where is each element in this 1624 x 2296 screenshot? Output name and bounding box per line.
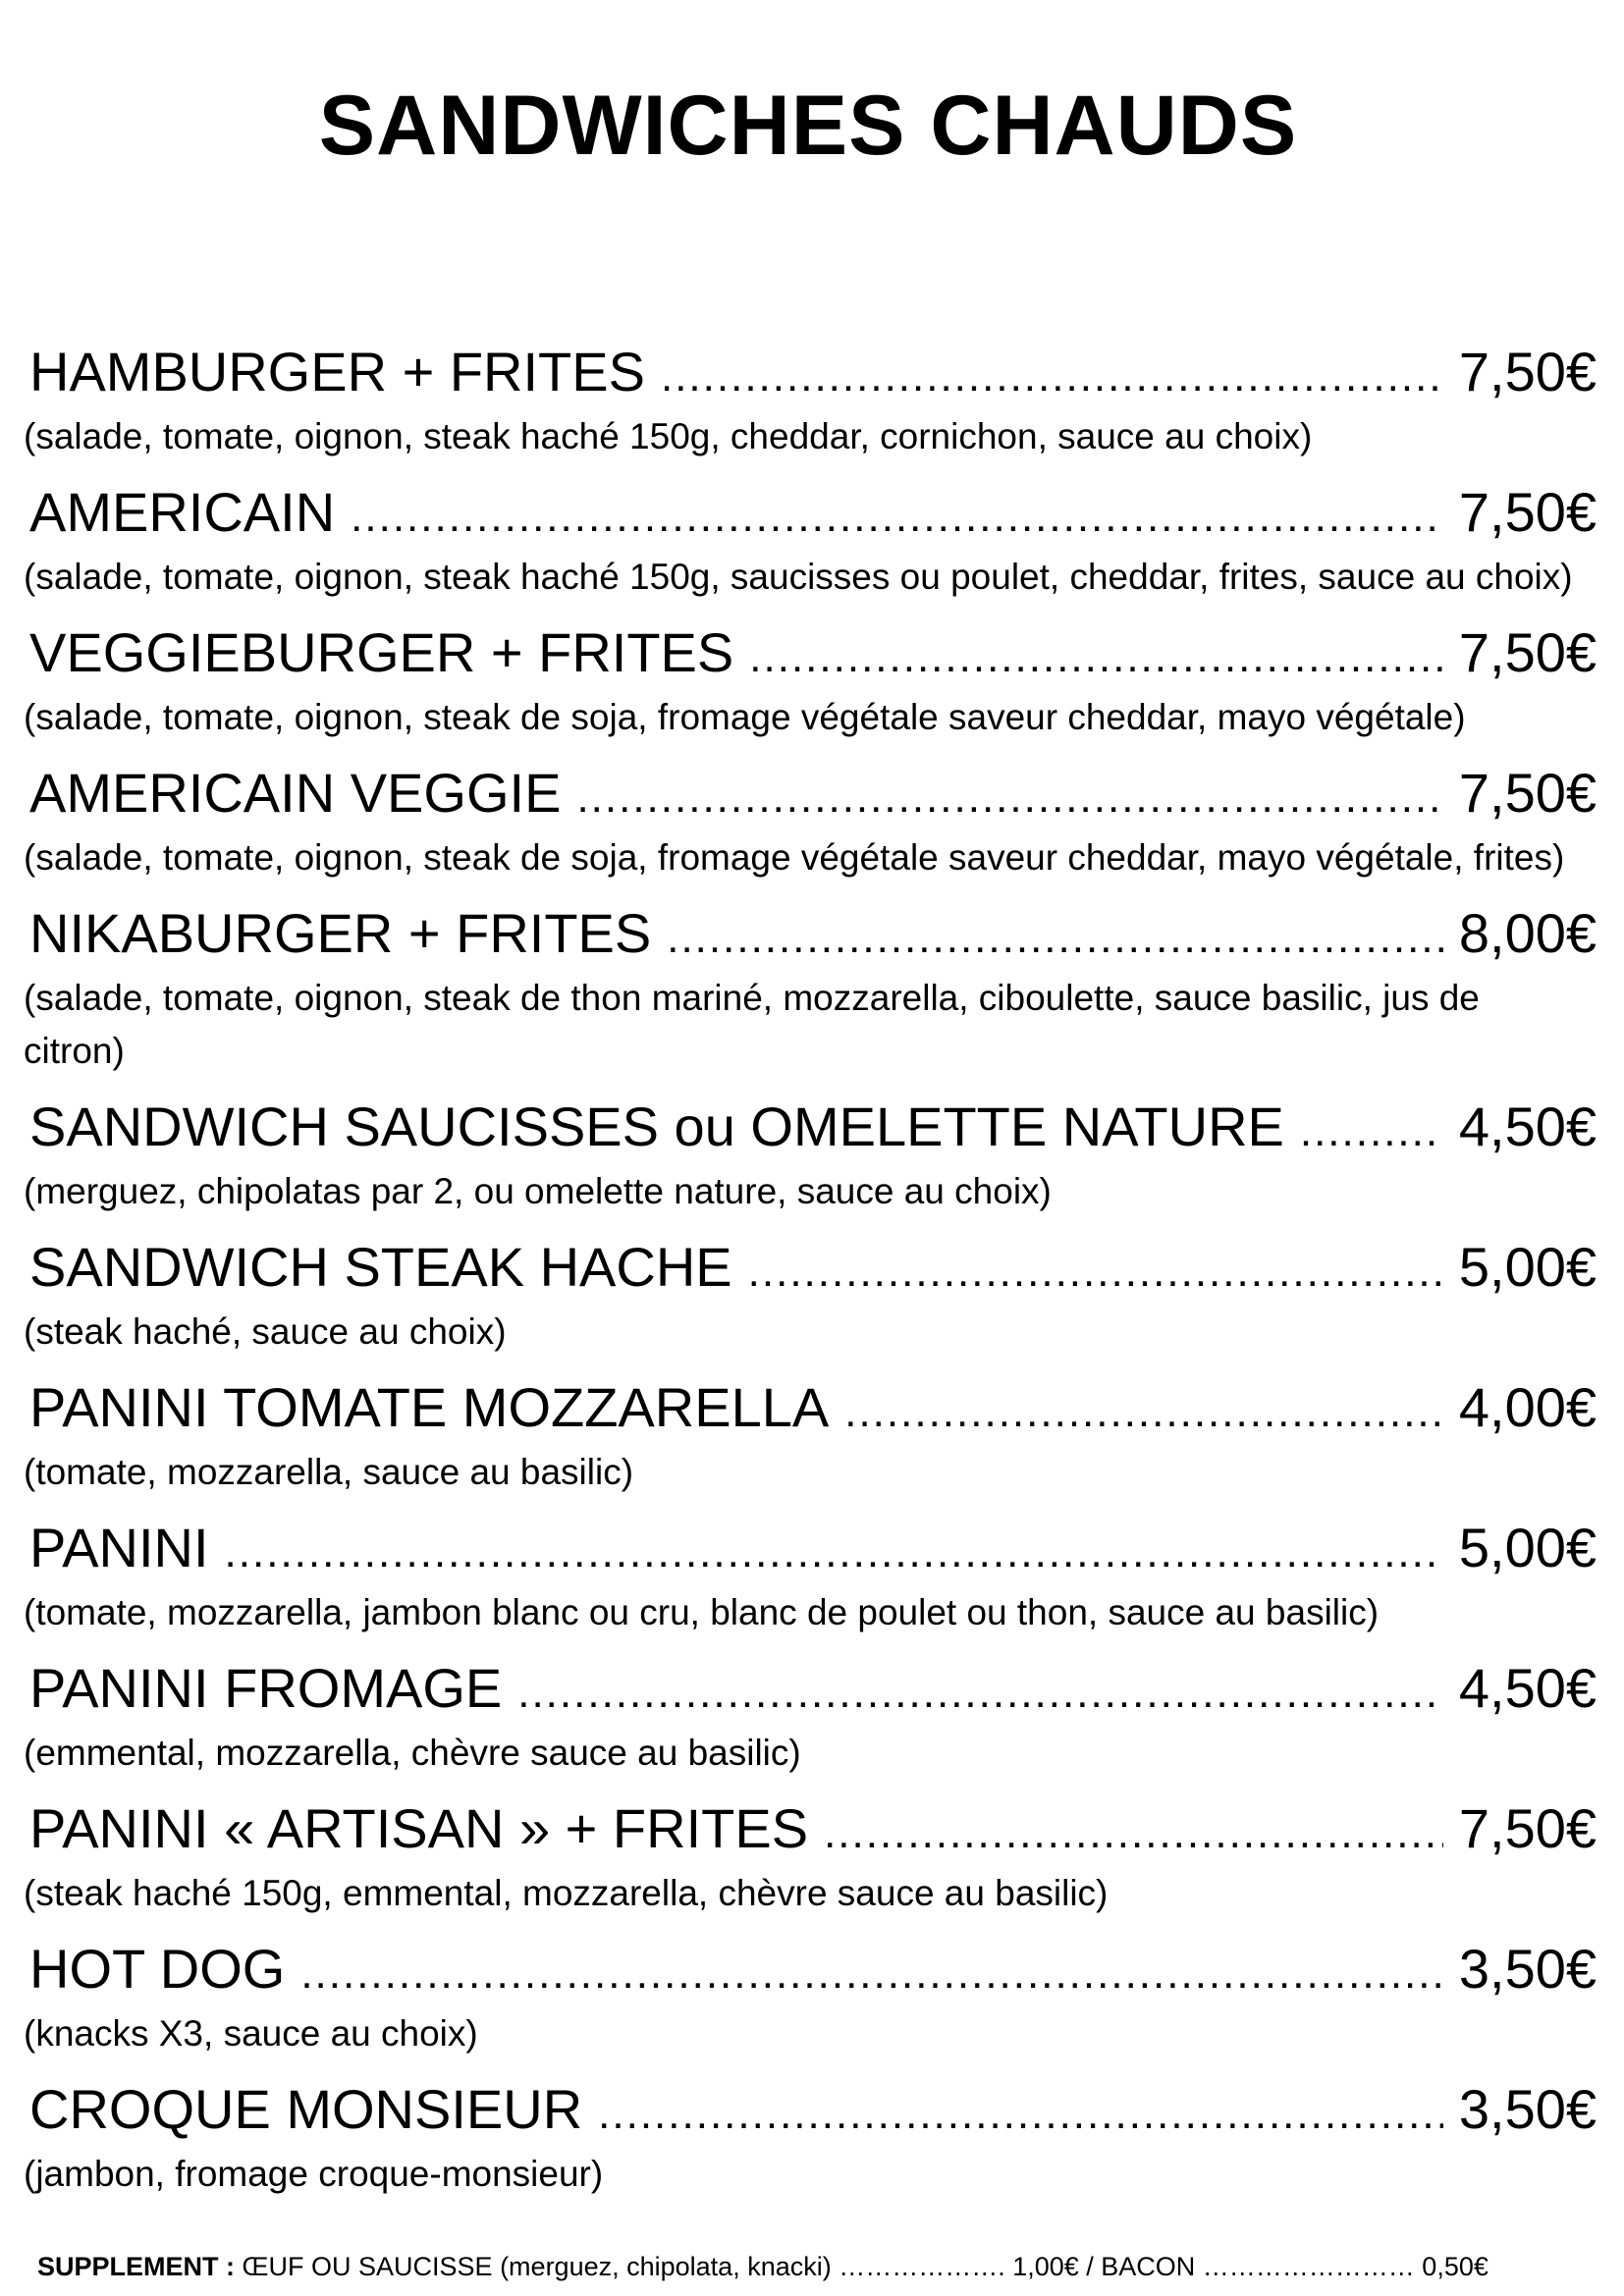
- menu-item-line: [20, 479, 1597, 551]
- menu-item-line: [20, 619, 1597, 691]
- menu-item-line: [20, 1936, 1597, 2007]
- menu-item: [20, 760, 1597, 884]
- menu-item: [20, 1936, 1597, 2060]
- dot-leader: [748, 1239, 1443, 1306]
- menu-item-name: PANINI FROMAGE: [29, 1657, 503, 1719]
- menu-item-name: VEGGIEBURGER + FRITES: [29, 621, 734, 683]
- menu-item-description: (salade, tomate, oignon, steak de thon mariné, mozzarella, ciboulette, sauce basilic, jus de citron): [24, 978, 1480, 1071]
- menu-item-description: (steak haché, sauce au choix): [24, 1311, 507, 1352]
- dot-leader: [598, 2081, 1443, 2148]
- menu-item-name: PANINI TOMATE MOZZARELLA: [29, 1376, 830, 1438]
- menu-item: [20, 1515, 1597, 1639]
- menu-item: [20, 619, 1597, 744]
- menu-item: [20, 1094, 1597, 1218]
- supplement-label: SUPPLEMENT :: [37, 2252, 236, 2281]
- menu-item: [20, 479, 1597, 604]
- menu-item-line: [20, 1515, 1597, 1586]
- menu-item-line: [20, 2076, 1597, 2148]
- menu-item-name: HOT DOG: [29, 1938, 286, 2000]
- dot-leader: [661, 344, 1443, 410]
- menu-item-description: (emmental, mozzarella, chèvre sauce au basilic): [24, 1733, 801, 1773]
- menu-item-price: 7,50€: [1458, 1797, 1597, 1859]
- menu-item-line: [20, 1374, 1597, 1446]
- page-title: SANDWICHES CHAUDS: [318, 79, 1298, 173]
- menu-item-description: (salade, tomate, oignon, steak haché 150g, saucisses ou poulet, cheddar, frites, sauce au choix): [24, 557, 1573, 597]
- menu-item-description: (steak haché 150g, emmental, mozzarella, chèvre sauce au basilic): [24, 1873, 1109, 1913]
- menu-item-description: (salade, tomate, oignon, steak haché 150g, cheddar, cornichon, sauce au choix): [24, 416, 1313, 456]
- menu-item-line: [20, 1655, 1597, 1727]
- menu-item-price: 3,50€: [1458, 2078, 1597, 2140]
- menu-item-line: [20, 1094, 1597, 1165]
- menu-item-name: SANDWICH STEAK HACHE: [29, 1236, 732, 1298]
- menu-item: [20, 1655, 1597, 1780]
- menu-item-price: 8,00€: [1458, 902, 1597, 964]
- dot-leader: [351, 484, 1443, 551]
- dot-leader: [225, 1520, 1443, 1586]
- dot-leader: [300, 1941, 1443, 2007]
- menu-item-price: 4,50€: [1458, 1657, 1597, 1719]
- menu-item-price: 5,00€: [1458, 1236, 1597, 1298]
- menu-item-line: [20, 339, 1597, 410]
- menu-item-description: (knacks X3, sauce au choix): [24, 2013, 478, 2054]
- menu-item-price: 7,50€: [1458, 341, 1597, 402]
- menu-item-description: (tomate, mozzarella, jambon blanc ou cru, blanc de poulet ou thon, sauce au basilic): [24, 1592, 1380, 1632]
- menu-item: [20, 339, 1597, 463]
- menu-item-price: 7,50€: [1458, 621, 1597, 683]
- menu-item: [20, 900, 1597, 1078]
- menu-item-line: [20, 1234, 1597, 1306]
- menu-item-price: 5,00€: [1458, 1517, 1597, 1578]
- menu-item-name: AMERICAIN: [29, 481, 336, 543]
- menu-item: [20, 1795, 1597, 1920]
- menu-item-description: (tomate, mozzarella, sauce au basilic): [24, 1452, 634, 1492]
- menu-item-name: PANINI: [29, 1517, 209, 1578]
- menu-item-description: (jambon, fromage croque-monsieur): [24, 2154, 604, 2194]
- menu-item-name: HAMBURGER + FRITES: [29, 341, 645, 402]
- menu-list: [20, 339, 1597, 2201]
- menu-item-line: [20, 900, 1597, 972]
- dot-leader: [1300, 1098, 1443, 1165]
- menu-item: [20, 1374, 1597, 1499]
- menu-item-price: 4,50€: [1458, 1095, 1597, 1157]
- menu-item-price: 7,50€: [1458, 481, 1597, 543]
- menu-item-description: (salade, tomate, oignon, steak de soja, fromage végétale saveur cheddar, mayo végétale): [24, 697, 1466, 737]
- menu-item-name: PANINI « ARTISAN » + FRITES: [29, 1797, 809, 1859]
- menu-item-name: SANDWICH SAUCISSES ou OMELETTE NATURE: [29, 1095, 1284, 1157]
- dot-leader: [576, 765, 1442, 831]
- menu-item-price: 7,50€: [1458, 762, 1597, 824]
- menu-item-description: (merguez, chipolatas par 2, ou omelette nature, sauce au choix): [24, 1171, 1052, 1211]
- dot-leader: [749, 624, 1443, 691]
- menu-item-name: NIKABURGER + FRITES: [29, 902, 652, 964]
- supplement-text: ŒUF OU SAUCISSE (merguez, chipolata, knacki) ………………. 1,00€ / BACON …………………… 0,50€: [242, 2252, 1489, 2281]
- dot-leader: [844, 1379, 1443, 1446]
- supplement-note: [37, 2250, 1489, 2283]
- dot-leader: [824, 1800, 1443, 1867]
- dot-leader: [517, 1660, 1443, 1727]
- dot-leader: [667, 905, 1443, 972]
- menu-item-name: CROQUE MONSIEUR: [29, 2078, 583, 2140]
- menu-item-description: (salade, tomate, oignon, steak de soja, fromage végétale saveur cheddar, mayo végétale, frites): [24, 837, 1565, 878]
- menu-item-price: 4,00€: [1458, 1376, 1597, 1438]
- menu-item: [20, 2076, 1597, 2201]
- menu-item-name: AMERICAIN VEGGIE: [29, 762, 562, 824]
- menu-item-line: [20, 1795, 1597, 1867]
- menu-item-line: [20, 760, 1597, 831]
- menu-item: [20, 1234, 1597, 1359]
- menu-item-price: 3,50€: [1458, 1938, 1597, 2000]
